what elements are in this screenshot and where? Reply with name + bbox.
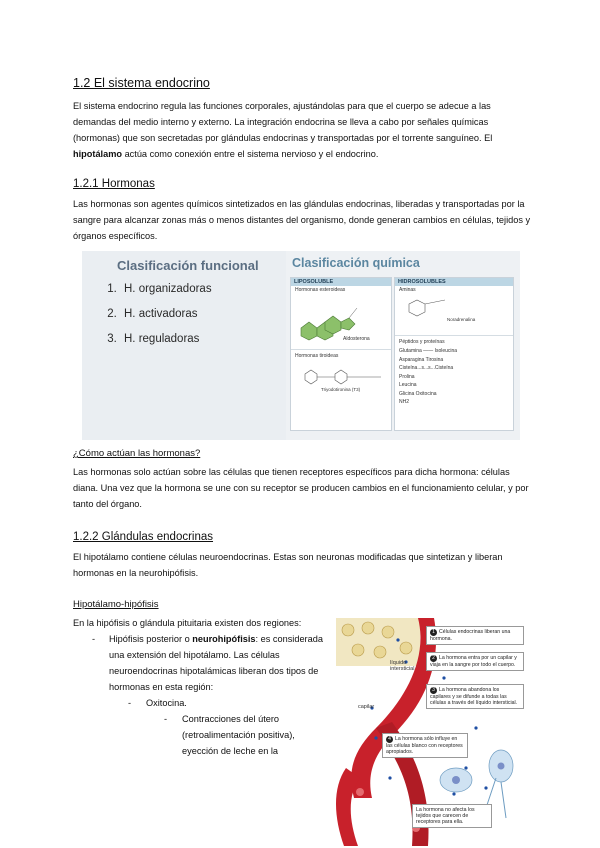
peptides-label: Péptidos y proteínas [399, 339, 445, 345]
liposoluble-panel [290, 277, 392, 431]
hh-intro: En la hipófisis o glándula pituitaria existen dos regiones: [73, 618, 302, 628]
bullet-bold-term: neurohipófisis [192, 634, 256, 644]
step-text: Células endocrinas liberan una hormona. [430, 629, 511, 642]
intro-paragraph [73, 98, 531, 162]
note-callout: La hormona no afecta los tejidos que carecen de receptores para ella. [412, 804, 492, 828]
peptide-row: Glicina Oxitocina [399, 390, 437, 397]
glandulas-heading: 1.2.2 Glándulas endocrinas [73, 531, 214, 543]
glandulas-paragraph: El hipotálamo contiene células neuroendocrinas. Estas son neuronas modificadas que sintetizan y liberan hormonas en la neurohipófisis. [73, 552, 503, 578]
step-callout [426, 652, 524, 671]
hidrosoluble-header: HIDROSOLUBLES [395, 278, 513, 286]
peptide-row: Leucina [399, 382, 417, 388]
peptide-row: Glutamina —— Isoleucina [399, 348, 458, 354]
functional-item: 2. H. activadoras [120, 308, 212, 320]
steroid-label: Hormonas esteroideas [295, 287, 346, 293]
step-number-icon: 2 [430, 655, 437, 662]
hipotalamo-hipofisis-heading: Hipotálamo-hipófisis [73, 599, 159, 610]
bullet-text: Hipófisis posterior o [109, 634, 193, 644]
amines-label: Aminas [399, 287, 416, 293]
peptide-row: Cisteína...s...s...Cisteína [399, 365, 454, 371]
functional-item: 1. H. organizadoras [120, 283, 212, 295]
hormonas-paragraph: Las hormonas son agentes químicos sintetizados en las glándulas endocrinas, liberadas y transportadas por la sangre para alcanzar zonas más o menos distantes del organismo, donde generan cambios en células, tejidos y órganos específicos. [73, 199, 531, 241]
functional-classification-panel [82, 251, 286, 440]
como-actuan-paragraph: Las hormonas solo actúan sobre las células que tienen receptores específicos para dicha hormona: células diana. Una vez que la hormona se une con su receptor se producen cambios en el funcionamiento celular, y por tanto del órgano. [73, 467, 529, 509]
como-actuan-heading: ¿Cómo actúan las hormonas? [73, 448, 201, 459]
capillary-label: capilar [358, 704, 375, 710]
intro-bold-term: hipotálamo [73, 149, 123, 159]
bullet-dash: - [164, 714, 168, 724]
hidrosoluble-panel [394, 277, 514, 431]
section-title: 1.2 El sistema endocrino [73, 76, 210, 90]
functional-list [102, 283, 212, 358]
endocrine-cells-icon [336, 618, 420, 666]
functional-title: Clasificación funcional [117, 258, 259, 273]
bullet-oxitocina: Oxitocina. [146, 698, 187, 708]
bullet-neurohipofisis [109, 631, 324, 695]
step-number-icon: 4 [386, 736, 393, 743]
hormonas-heading: 1.2.1 Hormonas [73, 178, 155, 190]
bullet-dash: - [128, 698, 132, 708]
bullet-text-end: : es considerada una extensión del hipotálamo. Las células neuroendocrinas hipotalámicas liberan dos tipos de hormonas en esta región: [109, 634, 323, 692]
intro-text: El sistema endocrino regula las funciones corporales, ajustándolas para que el cuerpo se adecue a las demandas del medio interno y externo. La integración endocrina se lleva a cabo por señales químicas (hormonas) que son secretadas por glándulas endocrinas y transportadas por el torrente sanguíneo. El [73, 101, 493, 143]
step-number-icon: 1 [430, 629, 437, 636]
step-callout [426, 626, 524, 645]
thyroid-label: Hormonas tiroideas [295, 353, 339, 359]
peptide-row: Prolina [399, 373, 415, 380]
step-callout [426, 684, 524, 709]
chemical-title: Clasificación química [292, 256, 420, 270]
step-callout [382, 733, 468, 758]
amine-molecule-icon [395, 294, 511, 328]
thyroid-molecule-icon [291, 360, 389, 394]
step-text: La hormona sólo influye en las células blanco con receptores apropiados. [386, 736, 463, 755]
aldosterone-label: Aldosterona [343, 336, 370, 342]
steroid-molecule-icon [291, 294, 389, 342]
intro-text-end: actúa como conexión entre el sistema nervioso y el endocrino. [122, 149, 379, 159]
panel-divider [291, 349, 391, 350]
step-text: La hormona entra por un capilar y viaja en la sangre por todo el cuerpo. [430, 655, 517, 668]
interstitial-fluid-label: líquido intersticial [390, 660, 415, 672]
peptide-rows [395, 346, 513, 408]
peptide-row: NH2 [399, 399, 410, 405]
bullet-contracciones: Contracciones del útero (retroalimentación positiva), eyección de leche en la [182, 714, 295, 756]
step-text: La hormona abandona los capilares y se difunde a todas las células a través del líquido intersticial. [430, 687, 518, 706]
t3-label: Triyodotironina (T3) [321, 387, 361, 392]
bullet-dash: - [92, 634, 96, 644]
panel-divider [395, 335, 513, 336]
liposoluble-header: LIPOSOLUBLE [291, 278, 391, 286]
noradrenaline-label: Noradrenalina [447, 317, 476, 322]
functional-item: 3. H. reguladoras [120, 333, 212, 345]
peptide-row: Asparagina Tirosina [399, 356, 444, 363]
classification-figure [82, 251, 520, 440]
step-number-icon: 3 [430, 687, 437, 694]
